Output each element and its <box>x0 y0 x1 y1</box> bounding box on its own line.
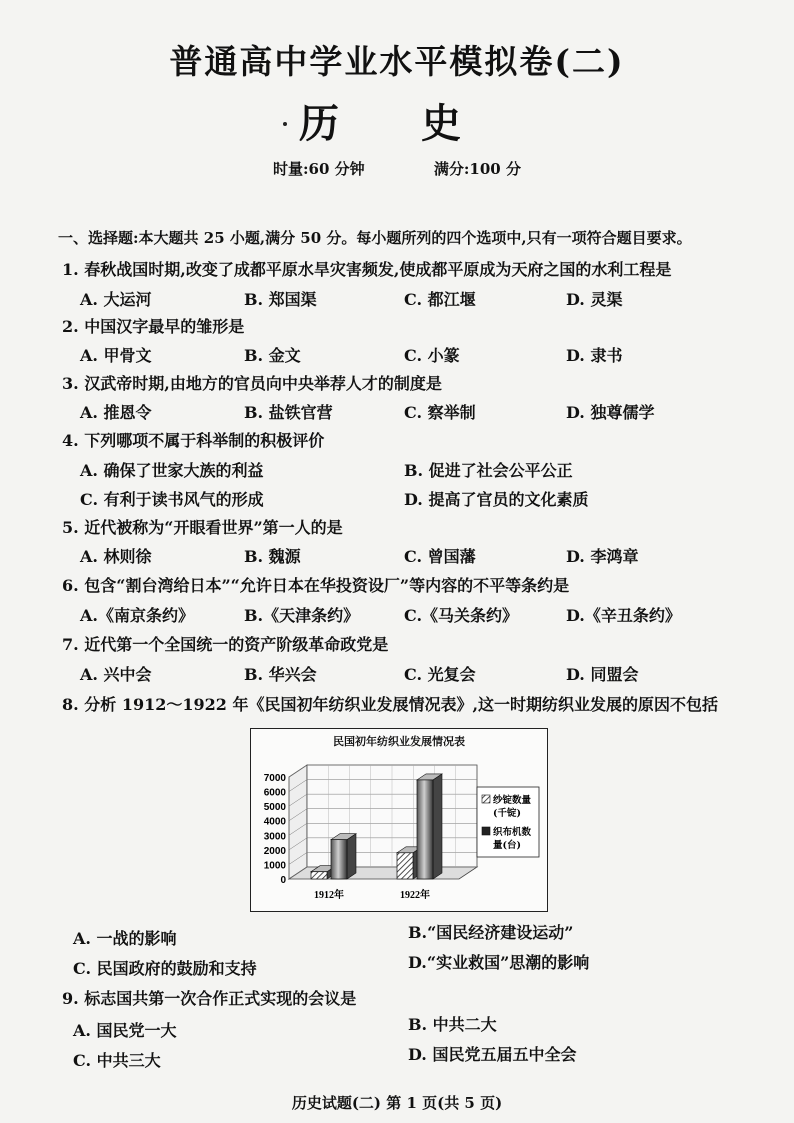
subject-title: 历 史 <box>299 100 495 147</box>
legend-swatch-looms <box>482 827 490 835</box>
bar-spindles <box>397 853 413 879</box>
legend-label: 量(台) <box>493 840 521 851</box>
page-footer: 历史试题(二) 第 1 页(共 5 页) <box>291 1094 503 1112</box>
option: D. 提高了官员的文化素质 <box>404 490 589 509</box>
chart-category-label: 1922年 <box>400 890 430 901</box>
option: C. 都江堰 <box>404 290 476 309</box>
chart-plot <box>251 729 547 911</box>
legend-swatch-spindles <box>482 795 490 803</box>
legend-label: 织布机数 <box>493 827 532 838</box>
question-stem: 7. 近代第一个全国统一的资产阶级革命政党是 <box>62 635 389 654</box>
chart-tick-label: 6000 <box>263 787 286 799</box>
option: D. 隶书 <box>566 346 623 365</box>
legend-label: (千锭) <box>493 808 521 819</box>
option: A. 确保了世家大族的利益 <box>80 461 264 480</box>
option: C.《马关条约》 <box>404 606 519 625</box>
option: A. 兴中会 <box>80 665 152 684</box>
option: C. 中共三大 <box>73 1051 161 1070</box>
chart-tick-label: 2000 <box>263 845 286 857</box>
option: D. 灵渠 <box>566 290 623 309</box>
option: A. 国民党一大 <box>73 1021 177 1040</box>
full-score: 满分:100 分 <box>433 160 521 178</box>
option: D. 同盟会 <box>566 665 639 684</box>
exam-meta <box>0 158 794 179</box>
legend-label: 纱锭数量 <box>493 795 532 806</box>
option: B. 促进了社会公平公正 <box>404 461 573 480</box>
option: B. 中共二大 <box>408 1015 497 1034</box>
bar-spindles <box>311 872 327 879</box>
option: D. 李鸿章 <box>566 547 639 566</box>
chart-category-label: 1912年 <box>314 890 344 901</box>
option: D. 独尊儒学 <box>566 403 655 422</box>
question-stem: 2. 中国汉字最早的雏形是 <box>62 317 245 336</box>
chart-tick-label: 3000 <box>263 831 286 843</box>
option: A. 林则徐 <box>80 547 152 566</box>
question-stem: 3. 汉武帝时期,由地方的官员向中央举荐人才的制度是 <box>62 374 442 393</box>
section-heading: 一、选择题:本大题共 25 小题,满分 50 分。每小题所列的四个选项中,只有一项符合题目要求。 <box>58 229 692 247</box>
exam-title: 普通高中学业水平模拟卷(二) <box>169 42 625 81</box>
question-stem: 1. 春秋战国时期,改变了成都平原水旱灾害频发,使成都平原成为天府之国的水利工程是 <box>62 260 672 279</box>
option: A. 甲骨文 <box>80 346 152 365</box>
option: C. 光复会 <box>404 665 476 684</box>
question-stem: 6. 包含“割台湾给日本”“允许日本在华投资设厂”等内容的不平等条约是 <box>62 576 570 595</box>
option: A. 推恩令 <box>80 403 152 422</box>
option: D. 国民党五届五中全会 <box>408 1045 577 1064</box>
option: C. 曾国藩 <box>404 547 476 566</box>
option: C. 察举制 <box>404 403 476 422</box>
option: B. 华兴会 <box>244 665 317 684</box>
time-limit: 时量:60 分钟 <box>273 160 365 178</box>
chart-title: 民国初年纺织业发展情况表 <box>333 735 465 748</box>
bar-looms <box>331 840 347 879</box>
option: B. 盐铁官营 <box>244 403 333 422</box>
chart-tick-label: 5000 <box>263 802 286 814</box>
option: C. 民国政府的鼓励和支持 <box>73 959 257 978</box>
option: B.《天津条约》 <box>244 606 360 625</box>
option: B. 郑国渠 <box>244 290 317 309</box>
option: B. 金文 <box>244 346 301 365</box>
option: A. 一战的影响 <box>73 929 177 948</box>
option: A. 大运河 <box>80 290 152 309</box>
option: A.《南京条约》 <box>80 606 194 625</box>
chart-tick-label: 1000 <box>263 860 286 872</box>
textile-chart <box>250 728 548 912</box>
bar-looms-side <box>347 834 356 879</box>
chart-tick-label: 0 <box>280 875 286 886</box>
chart-side-wall <box>289 765 307 879</box>
question-stem: 9. 标志国共第一次合作正式实现的会议是 <box>62 989 357 1008</box>
chart-tick-label: 7000 <box>263 773 286 784</box>
chart-tick-label: 4000 <box>263 816 286 828</box>
option: B. 魏源 <box>244 547 301 566</box>
bar-looms <box>417 780 433 879</box>
option: B.“国民经济建设运动” <box>408 923 574 942</box>
question-stem: 4. 下列哪项不属于科举制的积极评价 <box>62 431 325 450</box>
bar-looms-side <box>433 774 442 879</box>
question-stem: 8. 分析 1912～1922 年《民国初年纺织业发展情况表》,这一时期纺织业发展的原因不包括 <box>62 695 719 714</box>
question-stem: 5. 近代被称为“开眼看世界”第一人的是 <box>62 518 343 537</box>
option: C. 小篆 <box>404 346 460 365</box>
option: C. 有利于读书风气的形成 <box>80 490 264 509</box>
option: D.《辛丑条约》 <box>566 606 681 625</box>
option: D.“实业救国”思潮的影响 <box>408 953 590 972</box>
